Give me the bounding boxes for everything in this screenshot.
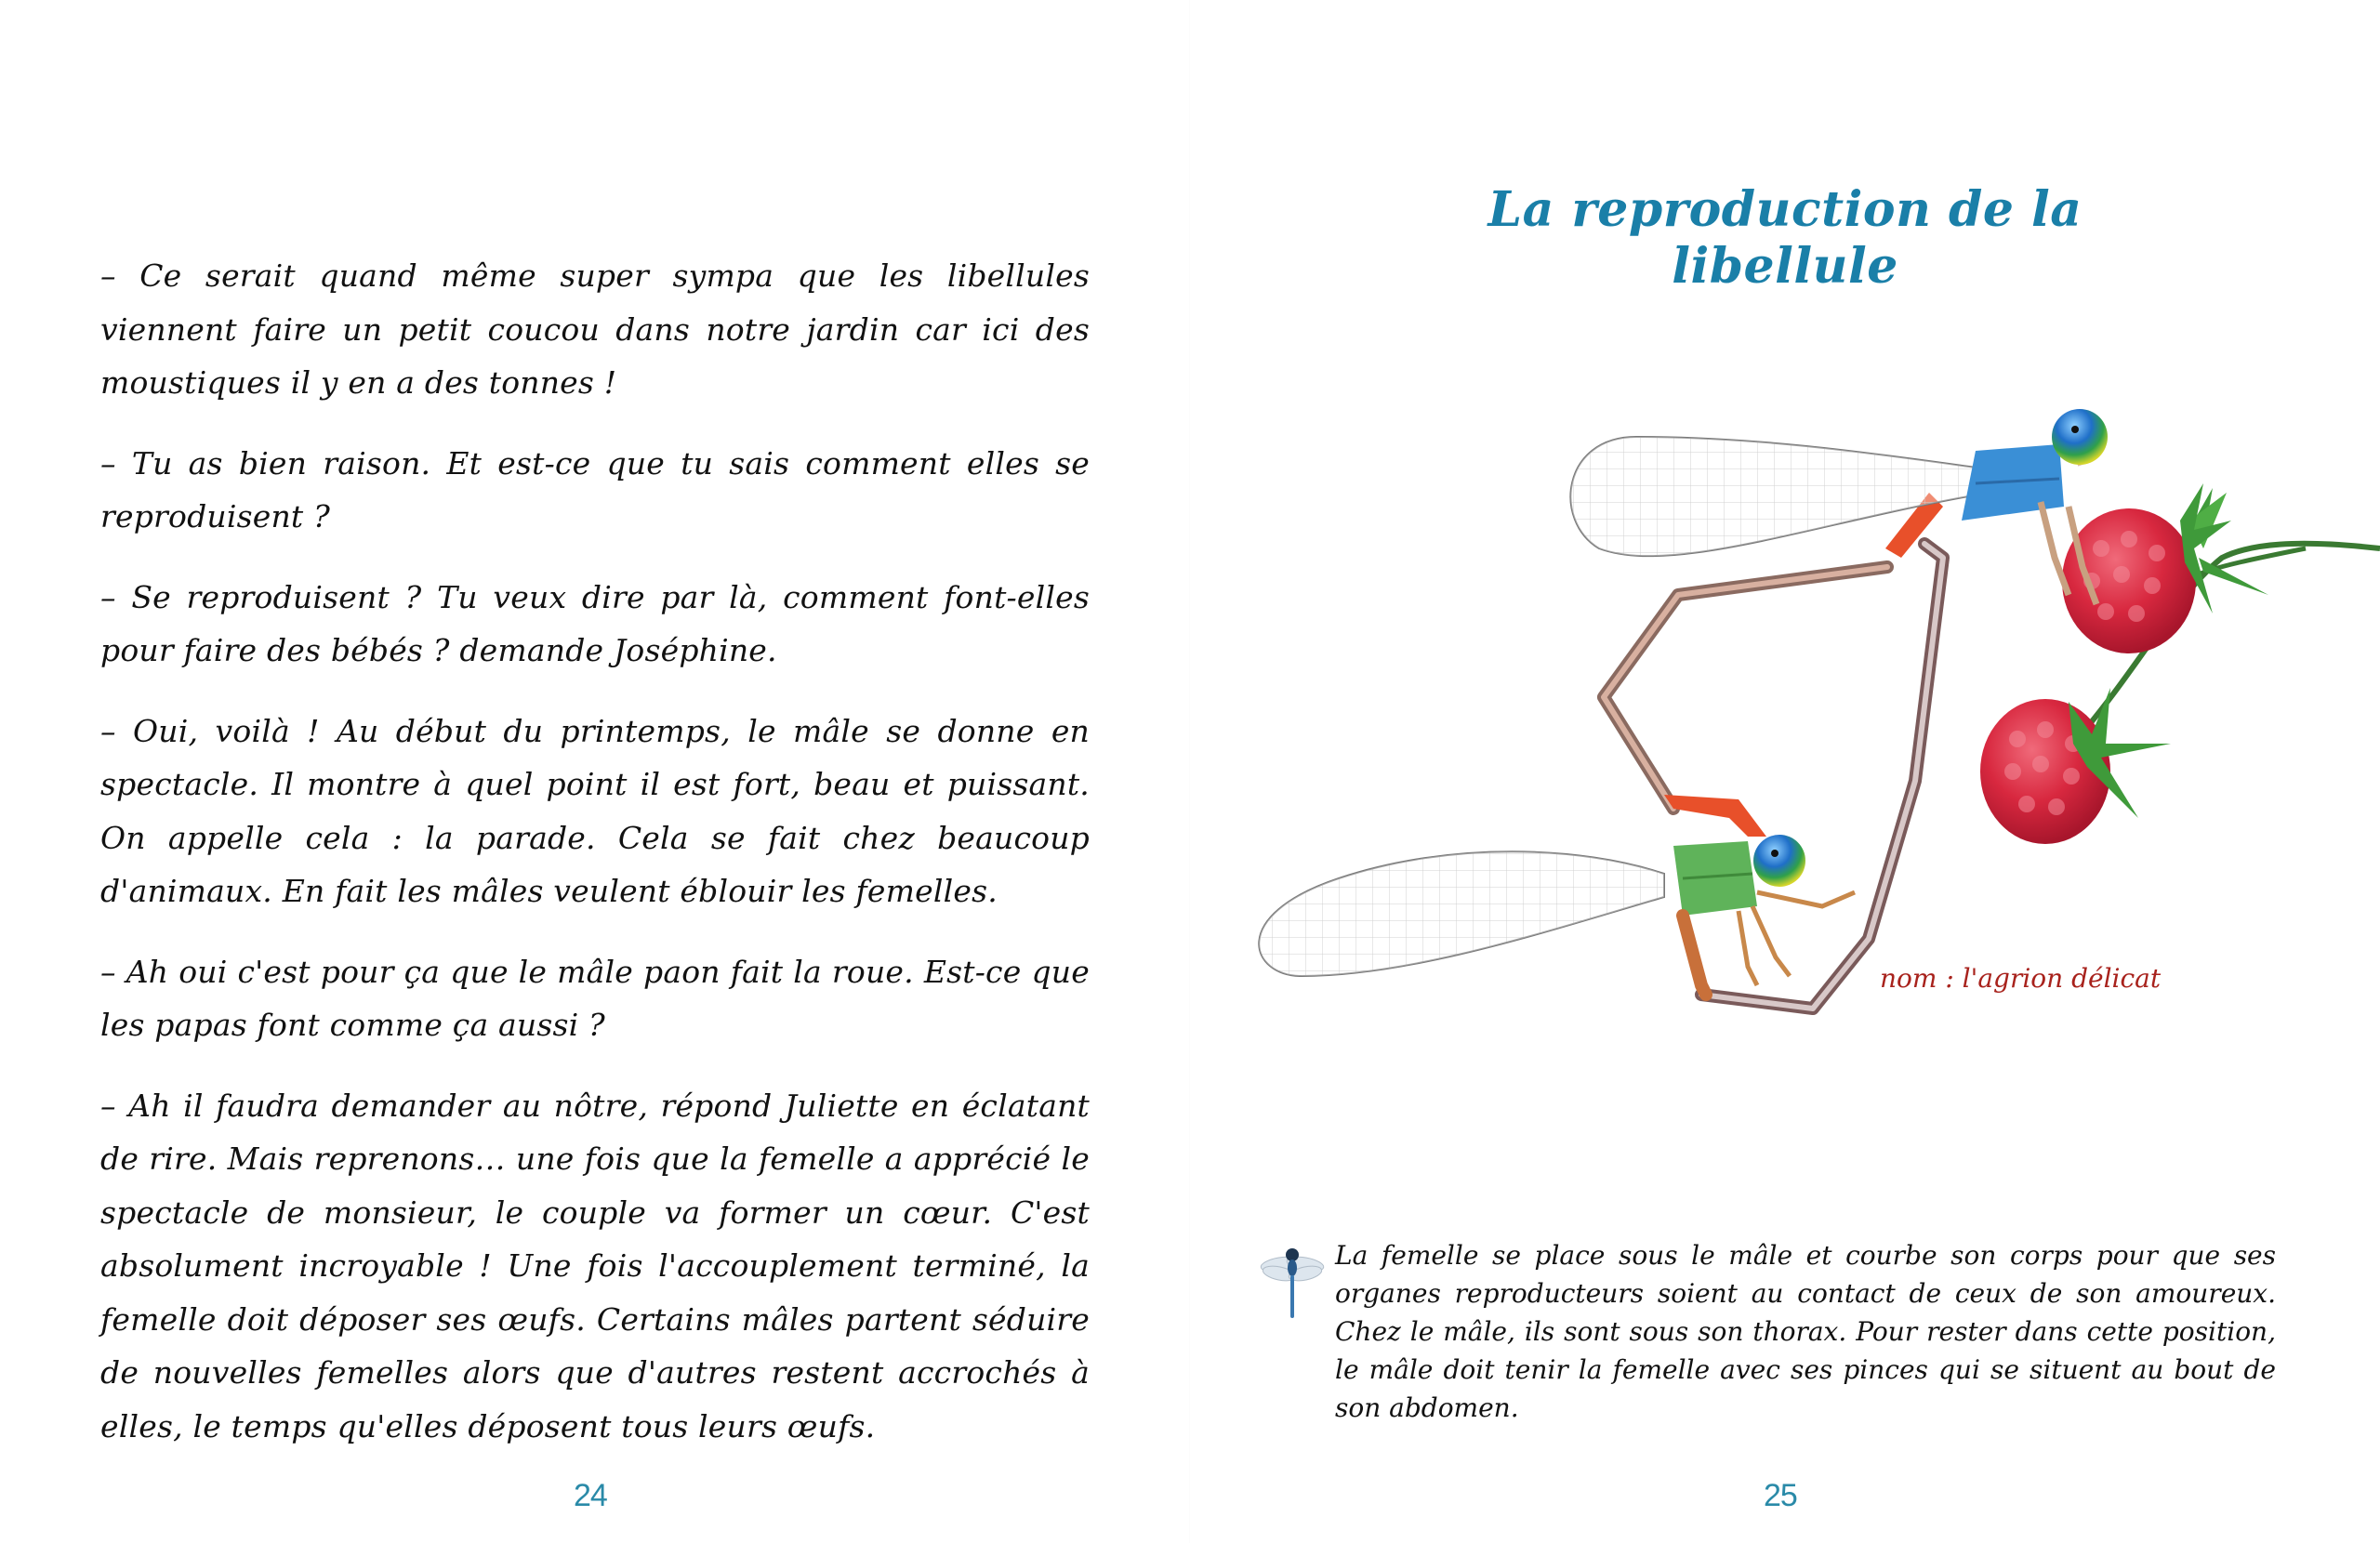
- page-number-left: 24: [574, 1478, 607, 1513]
- paragraph: – Ah oui c'est pour ça que le mâle paon fait la roue. Est-ce que les papas font comme ça aussi ?: [100, 953, 1090, 1043]
- dragonfly-icon: [1257, 1242, 1328, 1325]
- info-box: [1257, 1236, 2289, 1427]
- paragraph: – Ah il faudra demander au nôtre, répond Juliette en éclatant de rire. Mais reprenons… une fois que la femelle a apprécié le spectacle de monsieur, le couple va former un cœur. C'est absolument incroyable ! Une fois l'accouplement terminé, la femelle doit déposer ses œufs. Certains mâles partent séduire de nouvelles femelles alors que d'autres restent accrochés à elles, le temps qu'elles déposent tous leurs œufs.: [100, 1087, 1090, 1444]
- paragraph: – Ce serait quand même super sympa que les libellules viennent faire un petit coucou dans notre jardin car ici des moustiques il y en a des tonnes !: [100, 257, 1090, 401]
- female-wings: [1259, 851, 1664, 976]
- species-caption: nom : l'agrion délicat: [1880, 963, 2162, 994]
- paragraph: – Tu as bien raison. Et est-ce que tu sais comment elles se reproduisent ?: [100, 444, 1090, 534]
- paragraph: – Se reproduisent ? Tu veux dire par là, comment font-elles pour faire des bébés ? demande Joséphine.: [100, 578, 1090, 668]
- raspberry-lower: [1980, 688, 2171, 844]
- page-number-right: 25: [1764, 1478, 1797, 1513]
- female-dragonfly: [1664, 795, 1855, 995]
- story-text: [100, 249, 1090, 1453]
- raspberry-upper: [2062, 483, 2268, 653]
- paragraph: – Oui, voilà ! Au début du printemps, le mâle se donne en spectacle. Il montre à quel point il est fort, beau et puissant. On appelle cela : la parade. Cela se fait chez beaucoup d'animaux. En fait les mâles veulent éblouir les femelles.: [100, 712, 1090, 909]
- info-text: La femelle se place sous le mâle et courbe son corps pour que ses organes reproducteurs soient au contact de ceux de son amoureux. Chez le mâle, ils sont sous son thorax. Pour rester dans cette position, le mâle doit tenir la femelle avec ses pinces qui se situent au bout de son abdomen.: [1335, 1240, 2276, 1423]
- female-abdomen: [1701, 544, 1943, 1009]
- damselfly-illustration: [1236, 335, 2380, 1041]
- page-title: La reproduction de la libellule: [1488, 180, 2082, 295]
- male-dragonfly: [1962, 409, 2108, 604]
